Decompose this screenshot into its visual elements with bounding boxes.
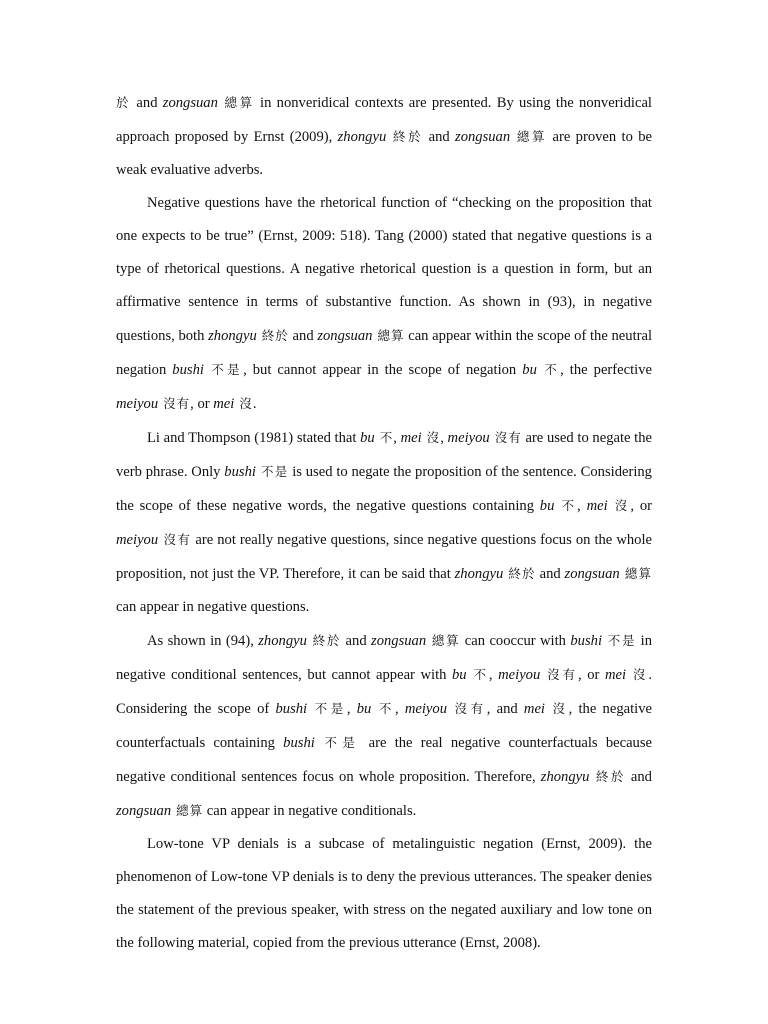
- body-paragraph: [116, 624, 652, 828]
- text-run: Low-tone VP denials is a subcase of metalinguistic negation (Ernst, 2009). the phenomenon of Low-tone VP denials is to deny the previous utterances. The speaker denies the statement of the previous speaker, with stress on the negated auxiliary and low tone on the following material, copied from the previous utterance (Ernst, 2008).: [116, 836, 652, 951]
- text-run: and: [131, 95, 163, 111]
- text-run: .: [252, 396, 257, 412]
- italic-term: bu: [452, 667, 467, 683]
- chinese-term: 於: [116, 95, 132, 110]
- chinese-term: 總算: [171, 803, 204, 818]
- text-run: in negative conditional sentences, but cannot appear with: [116, 633, 652, 683]
- italic-term: meiyou: [498, 667, 541, 683]
- text-run: can appear in negative conditionals.: [203, 803, 417, 819]
- chinese-term: 總算: [372, 328, 405, 343]
- chinese-term: 沒: [607, 498, 631, 513]
- chinese-term: 沒有: [447, 701, 487, 716]
- italic-term: meiyou: [116, 532, 159, 548]
- chinese-term: 不是: [255, 464, 289, 479]
- italic-term: zhongyu: [337, 129, 387, 145]
- chinese-term: 總算: [426, 633, 461, 648]
- chinese-term: 沒有: [158, 532, 192, 547]
- chinese-term: 終於: [503, 566, 536, 581]
- italic-term: mei: [400, 430, 422, 446]
- italic-term: meiyou: [116, 396, 159, 412]
- text-run: , or: [190, 396, 214, 412]
- text-run: and: [535, 566, 565, 582]
- text-run: are not really negative questions, since negative questions focus on the whole proposition, not just the VP. Therefore, it can be said that: [116, 532, 652, 582]
- chinese-term: 終於: [589, 769, 626, 784]
- chinese-term: 總算: [619, 566, 652, 581]
- chinese-term: 不是: [307, 701, 347, 716]
- body-paragraph: [116, 86, 652, 187]
- chinese-term: 終於: [256, 328, 289, 343]
- chinese-term: 沒有: [158, 396, 191, 411]
- italic-term: bu: [522, 362, 537, 378]
- italic-term: meiyou: [404, 701, 447, 717]
- chinese-term: 不是: [602, 633, 637, 648]
- chinese-term: 不: [466, 667, 489, 682]
- text-run: , the perfective: [560, 362, 652, 378]
- chinese-term: 不: [536, 362, 561, 377]
- text-run: ,: [346, 701, 357, 717]
- chinese-term: 沒: [544, 701, 569, 716]
- text-run: can cooccur with: [460, 633, 571, 649]
- text-run: can appear within the scope of the neutral negation: [116, 328, 653, 378]
- chinese-term: 不: [371, 701, 395, 716]
- italic-term: bushi: [172, 362, 204, 378]
- text-run: , or: [578, 667, 605, 683]
- text-run: . Considering the scope of: [116, 667, 652, 717]
- chinese-term: 終於: [386, 129, 424, 144]
- chinese-term: 沒: [626, 667, 649, 682]
- text-run: and: [288, 328, 318, 344]
- italic-term: bushi: [570, 633, 602, 649]
- italic-term: mei: [586, 498, 608, 514]
- chinese-term: 不是: [314, 735, 361, 750]
- italic-term: zhongyu: [540, 769, 590, 785]
- chinese-term: 不: [374, 430, 394, 445]
- italic-term: bu: [360, 430, 375, 446]
- text-run: As shown in (94),: [147, 633, 259, 649]
- chinese-term: 不: [554, 498, 578, 513]
- text-run: in nonveridical contexts are presented. By using the nonveridical approach proposed by Ernst (2009),: [116, 95, 652, 145]
- italic-term: zongsuan: [317, 328, 373, 344]
- text-run: ,: [393, 430, 401, 446]
- text-run: ,: [488, 667, 499, 683]
- italic-term: bushi: [224, 464, 256, 480]
- text-run: , or: [630, 498, 652, 514]
- text-run: are proven to be weak evaluative adverbs.: [116, 129, 652, 178]
- text-run: are used to negate the verb phrase. Only: [116, 430, 653, 480]
- text-run: can appear in negative questions.: [116, 599, 310, 615]
- chinese-term: 總算: [217, 95, 255, 110]
- text-run: and: [341, 633, 372, 649]
- italic-term: zhongyu: [258, 633, 307, 649]
- text-run: , the negative counterfactuals containing: [116, 701, 652, 751]
- italic-term: mei: [213, 396, 235, 412]
- italic-term: zongsuan: [564, 566, 620, 582]
- chinese-term: 沒: [421, 430, 441, 445]
- italic-term: bu: [356, 701, 372, 717]
- text-run: and: [423, 129, 456, 145]
- italic-term: bushi: [275, 701, 308, 717]
- italic-term: zhongyu: [208, 328, 257, 344]
- italic-term: zongsuan: [371, 633, 427, 649]
- text-run: ,: [577, 498, 587, 514]
- italic-term: bu: [539, 498, 555, 514]
- chinese-term: 沒有: [489, 430, 522, 445]
- italic-term: zongsuan: [162, 95, 218, 111]
- chinese-term: 總算: [510, 129, 548, 144]
- text-run: is used to negate the proposition of the sentence. Considering the scope of these negative words, the negative questions containing: [116, 464, 652, 514]
- body-paragraph: [116, 187, 652, 421]
- body-paragraph: [116, 828, 652, 960]
- text-run: Li and Thompson (1981) stated that: [147, 430, 361, 446]
- text-run: are the real negative counterfactuals because negative conditional sentences focus on whole proposition. Therefore,: [116, 735, 652, 785]
- italic-term: zongsuan: [455, 129, 511, 145]
- document-page: [116, 86, 652, 960]
- text-run: , and: [486, 701, 524, 717]
- italic-term: mei: [604, 667, 627, 683]
- italic-term: bushi: [283, 735, 315, 751]
- text-run: ,: [394, 701, 405, 717]
- italic-term: zongsuan: [116, 803, 172, 819]
- chinese-term: 沒有: [540, 667, 579, 682]
- chinese-term: 沒: [234, 396, 253, 411]
- text-run: Negative questions have the rhetorical function of “checking on the proposition that one expects to be true” (Ernst, 2009: 518). Tang (2000) stated that negative questions is a type of rhetorical questions. A negative rhetorical question is a question in form, but an affirmative sentence in terms of substantive function. As shown in (93), in negative questions, both: [116, 195, 652, 344]
- chinese-term: 不是: [203, 362, 244, 377]
- text-run: ,: [440, 430, 448, 446]
- italic-term: mei: [523, 701, 545, 717]
- italic-term: meiyou: [447, 430, 490, 446]
- text-run: and: [625, 769, 652, 785]
- chinese-term: 終於: [306, 633, 342, 648]
- italic-term: zhongyu: [454, 566, 504, 582]
- body-paragraph: [116, 421, 652, 624]
- text-run: , but cannot appear in the scope of negation: [243, 362, 523, 378]
